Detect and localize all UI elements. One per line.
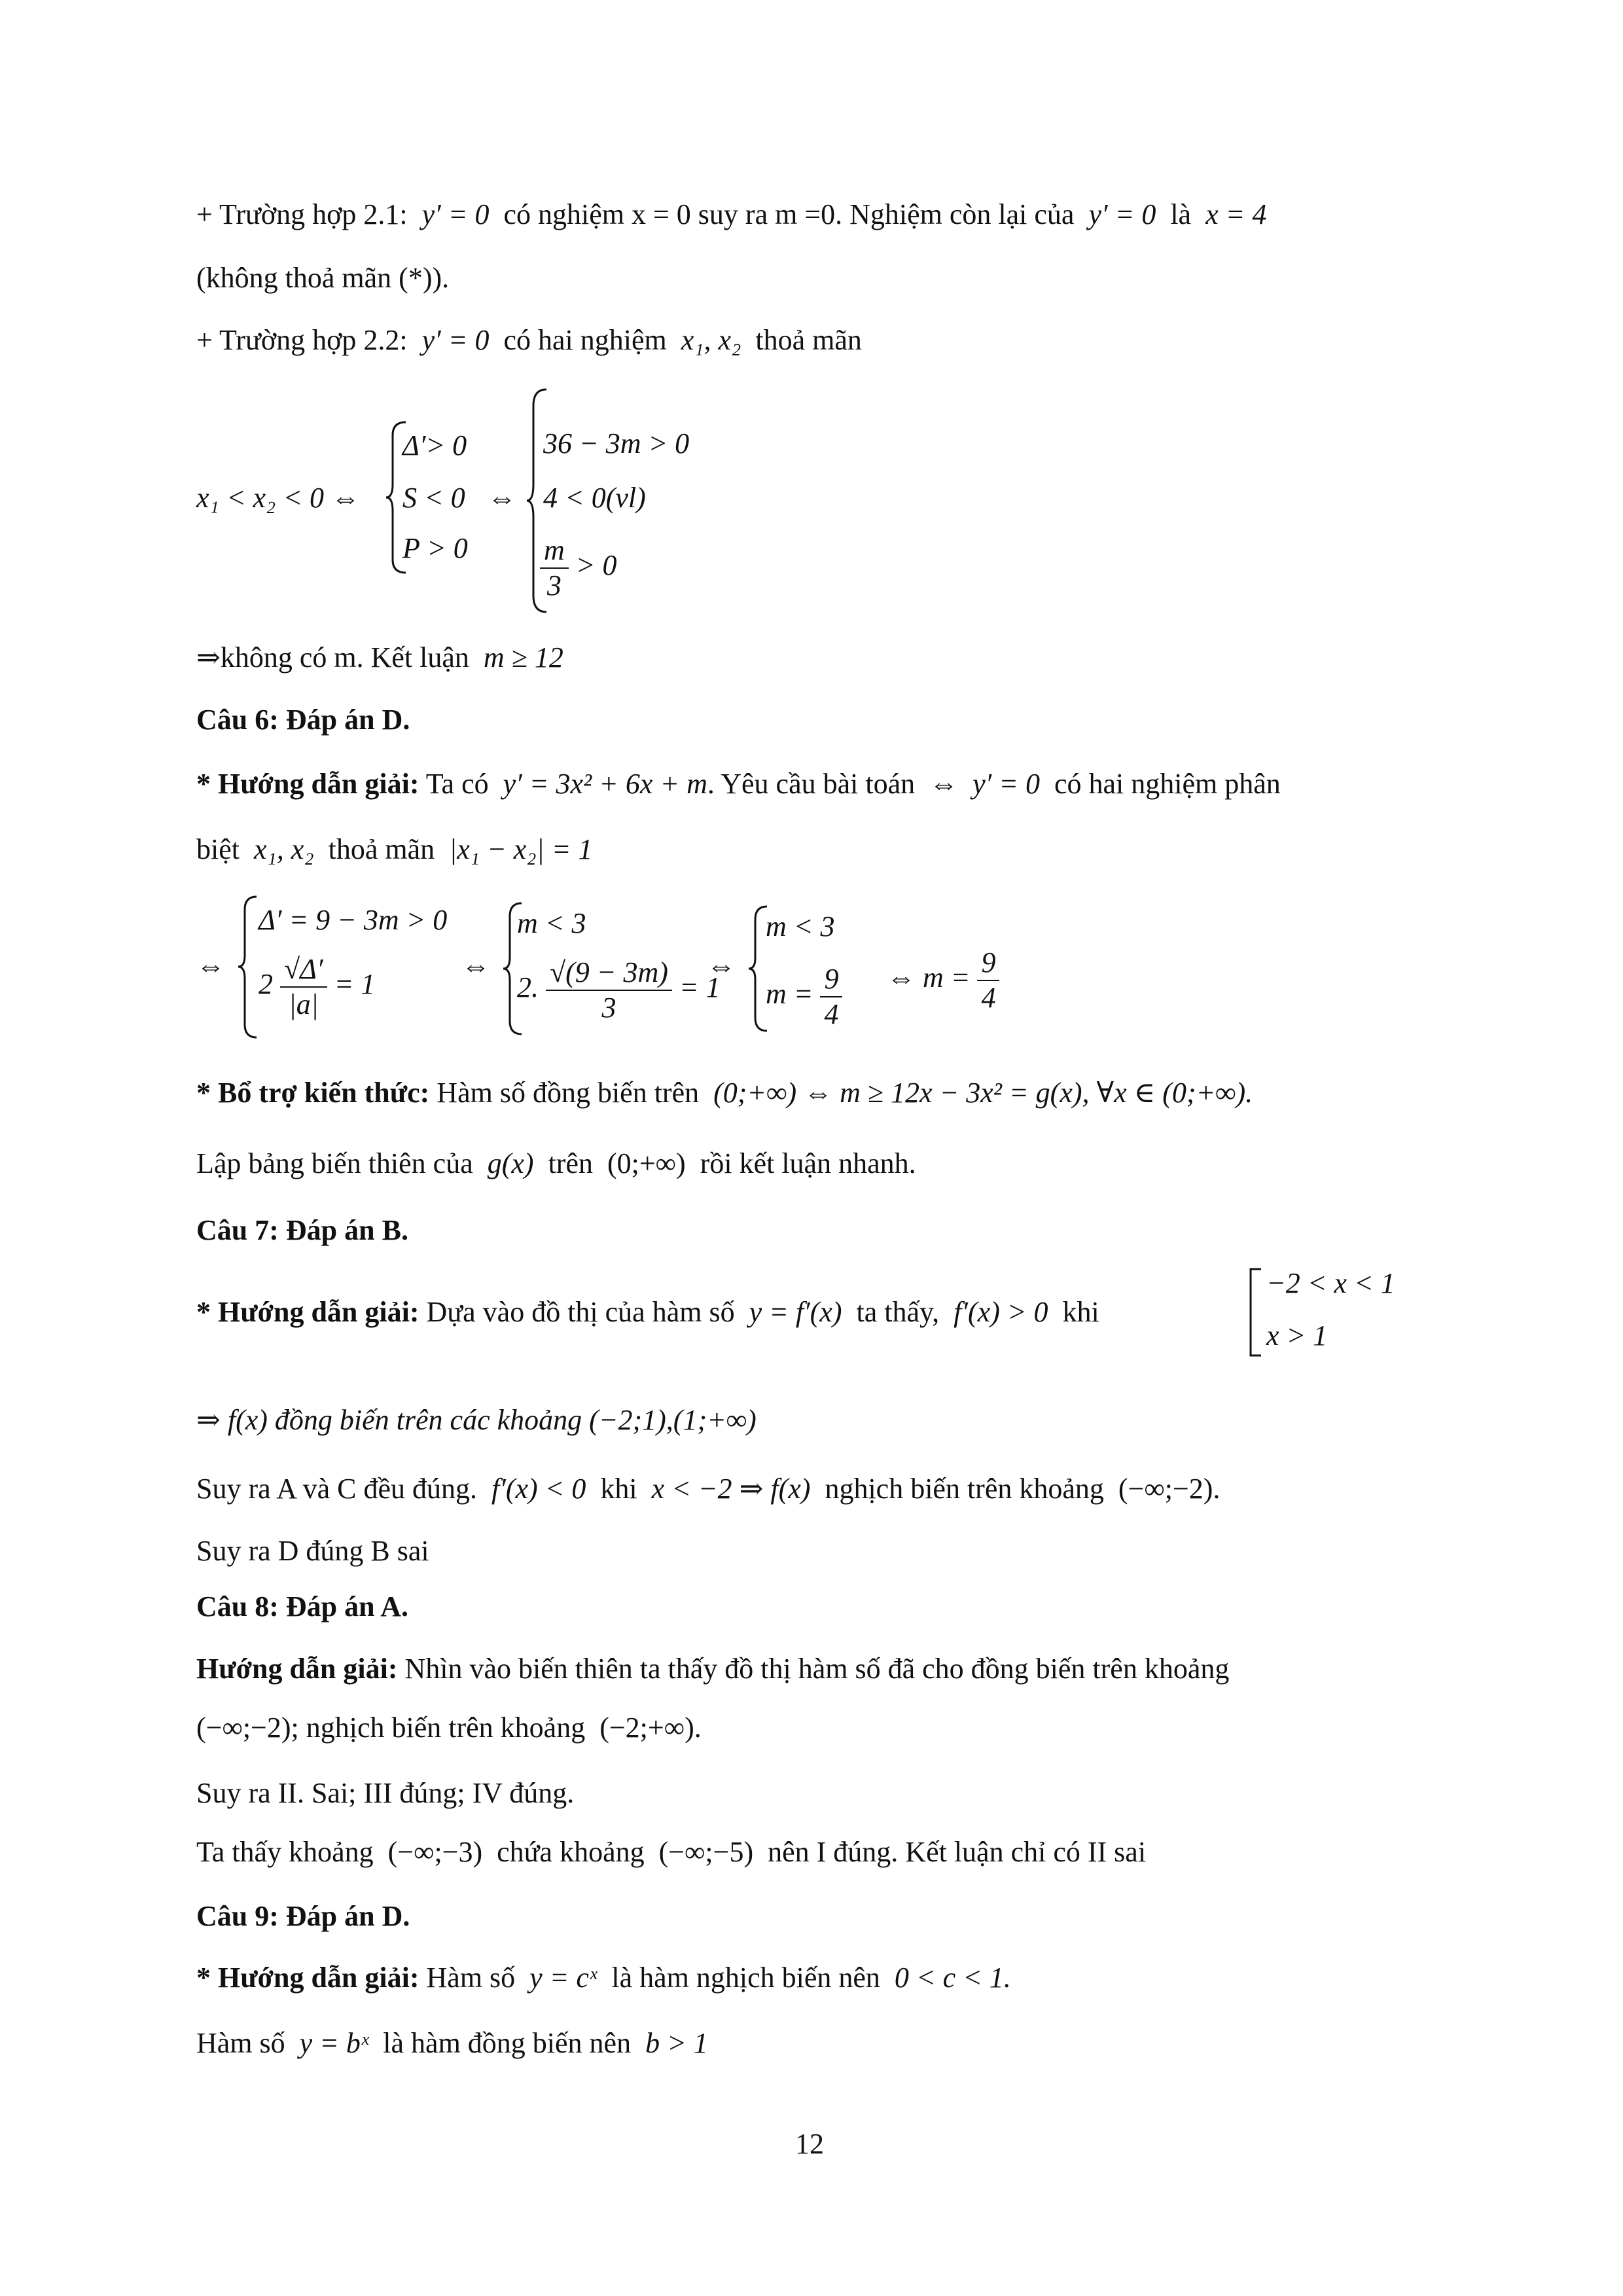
sys-c-line1: m < 3 (766, 910, 835, 942)
q9-line2: Hàm số y = bˣ là hàm đồng biến nên b > 1 (196, 2027, 708, 2059)
q7-case-1: −2 < x < 1 (1266, 1267, 1395, 1299)
sys-b-line2: 2. $\frac{√(9 - 3m)}{3}$ = 1 (517, 956, 721, 1024)
q6-final-value: ⇔ m = $\frac{9}{4}$ (887, 946, 999, 1015)
q7-heading: Câu 7: Đáp án B. (196, 1214, 408, 1246)
cond-product: P > 0 (402, 532, 468, 564)
conclusion-line: ⇒không có m. Kết luận m ≥ 12 (196, 641, 563, 673)
q8-line4: Ta thấy khoảng (−∞;−3) chứa khoảng (−∞;−5) nên I đúng. Kết luận chỉ có II sai (196, 1836, 1147, 1868)
q7-hint-line: * Hướng dẫn giải: Dựa vào đồ thị của hàm số y = f′(x) ta thấy, f′(x) > 0 khi (196, 1296, 1099, 1328)
left-bracket-icon (1247, 1266, 1264, 1358)
q7-case-2: x > 1 (1266, 1319, 1328, 1352)
left-brace-icon (236, 893, 259, 1041)
case-2-1-note: (không thoả mãn (*)). (196, 262, 450, 294)
system-lhs: x₁ < x₂ < 0 ⇔ (196, 482, 361, 514)
iff-symbol: ⇔ (196, 950, 225, 982)
q7-line4: Suy ra D đúng B sai (196, 1535, 429, 1567)
q8-line3: Suy ra II. Sai; III đúng; IV đúng. (196, 1777, 575, 1809)
sys-a-line2: 2 $\frac{√\Delta'}{|a|}$ = 1 (259, 953, 376, 1020)
q9-heading: Câu 9: Đáp án D. (196, 1900, 410, 1932)
sys-c-line2: m = $\frac{9}{4}$ (766, 962, 842, 1031)
q6-hint-line: * Hướng dẫn giải: Ta có y′ = 3x² + 6x + m. Yêu cầu bài toán ⇔ y′ = 0 có hai nghiệm phân (196, 768, 1281, 800)
q8-line2: (−∞;−2); nghịch biến trên khoảng (−2;+∞). (196, 1712, 702, 1744)
result-3: $\frac{m}{3}$ > 0 (540, 533, 616, 603)
cond-sum: S < 0 (402, 482, 465, 514)
case-2-2-line: + Trường hợp 2.2: y′ = 0 có hai nghiệm x₁, x₂ thoả mãn (196, 324, 862, 356)
case-2-1-line: + Trường hợp 2.1: y′ = 0 có nghiệm x = 0 suy ra m =0. Nghiệm còn lại của y′ = 0 là x = 4 (196, 198, 1267, 230)
q6-support-line: * Bổ trợ kiến thức: Hàm số đồng biến trên (0;+∞) ⇔ m ≥ 12x − 3x² = g(x), ∀x ∈ (0;+∞). (196, 1077, 1253, 1109)
page-number: 12 (795, 2128, 824, 2160)
q7-line2: ⇒ f(x) đồng biến trên các khoảng (−2;1),(1;+∞) (196, 1404, 757, 1436)
iff-symbol: ⇔ (461, 950, 490, 982)
q6-table-line: Lập bảng biến thiên của g(x) trên (0;+∞) rồi kết luận nhanh. (196, 1147, 916, 1179)
sys-a-line1: Δ′ = 9 − 3m > 0 (259, 904, 448, 936)
q7-line3: Suy ra A và C đều đúng. f′(x) < 0 khi x < −2 ⇒ f(x) nghịch biến trên khoảng (−∞;−2). (196, 1473, 1221, 1505)
q6-condition-line: biệt x₁, x₂ thoả mãn |x₁ − x₂| = 1 (196, 833, 593, 865)
result-2: 4 < 0(vl) (543, 482, 646, 514)
q8-heading: Câu 8: Đáp án A. (196, 1590, 408, 1623)
q9-hint-line: * Hướng dẫn giải: Hàm số y = cˣ là hàm nghịch biến nên 0 < c < 1. (196, 1962, 1011, 1994)
iff-symbol: ⇔ (488, 482, 516, 514)
sys-b-line1: m < 3 (517, 907, 586, 939)
q8-hint-line: Hướng dẫn giải: Nhìn vào biến thiên ta thấy đồ thị hàm số đã cho đồng biến trên khoảng (196, 1653, 1230, 1685)
iff-symbol: ⇔ (707, 950, 736, 982)
cond-delta: Δ′> 0 (402, 429, 467, 461)
q6-heading: Câu 6: Đáp án D. (196, 704, 410, 736)
result-1: 36 − 3m > 0 (543, 427, 690, 459)
